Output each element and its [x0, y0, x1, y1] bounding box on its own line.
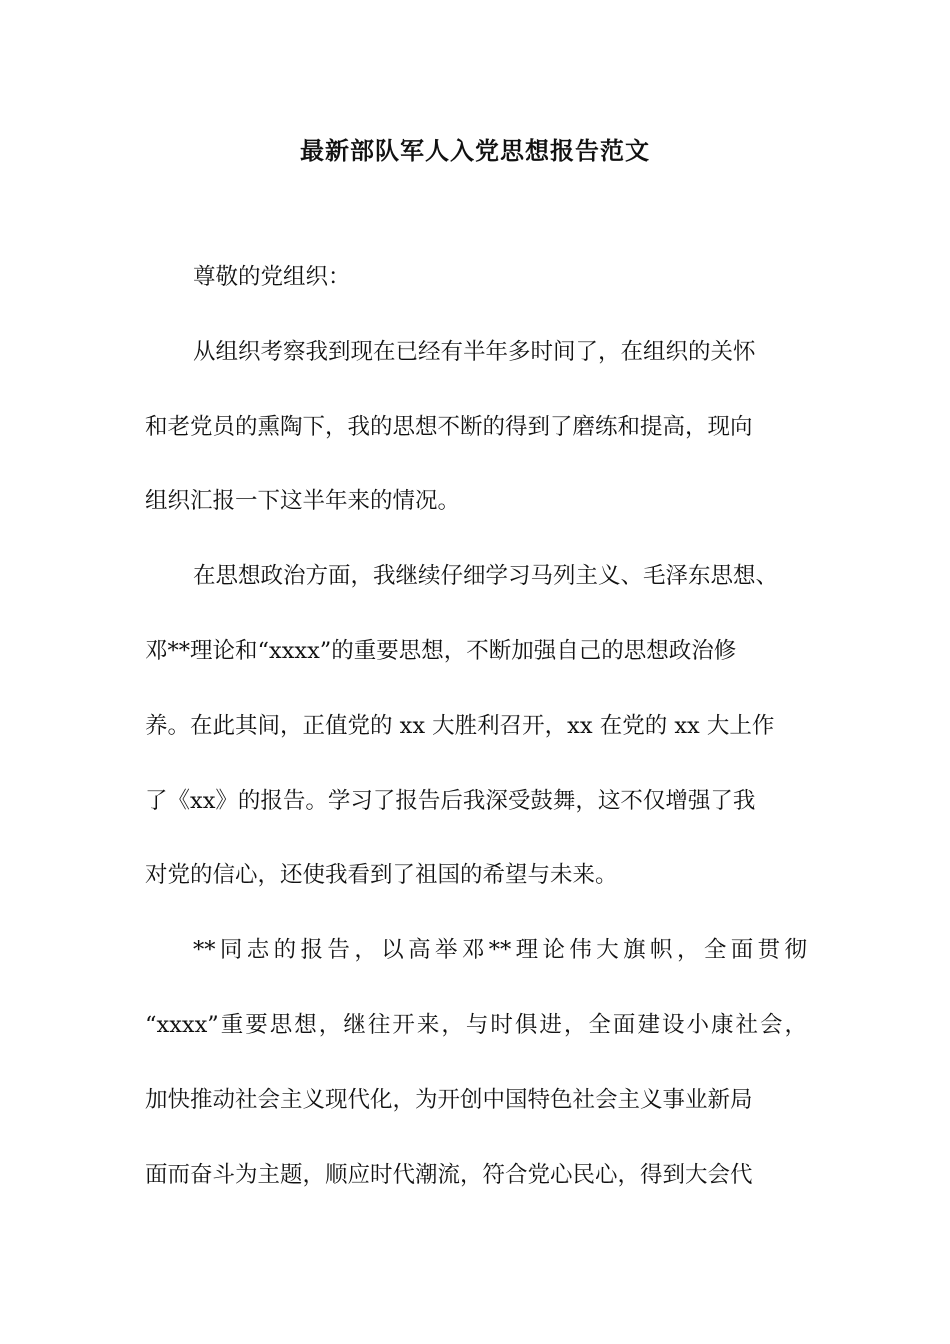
document-body [145, 255, 807, 1227]
paragraph-line: 邓**理论和“xxxx”的重要思想，不断加强自己的思想政治修 [145, 637, 737, 664]
paragraph-line: 在思想政治方面，我继续仔细学习马列主义、毛泽东思想、 [193, 563, 779, 590]
paragraph-line: 养。在此其间，正值党的 xx 大胜利召开，xx 在党的 xx 大上作 [145, 712, 775, 739]
paragraph-line: 组织汇报一下这半年来的情况。 [145, 488, 461, 515]
paragraph-line: 从组织考察我到现在已经有半年多时间了，在组织的关怀 [193, 338, 756, 365]
paragraph-line: 加快推动社会主义现代化，为开创中国特色社会主义事业新局 [145, 1086, 753, 1113]
paragraph-line: **同志的报告，以高举邓**理论伟大旗帜，全面贯彻 [193, 937, 807, 964]
salutation-line: 尊敬的党组织： [193, 264, 351, 290]
document-title: 最新部队军人入党思想报告范文 [300, 136, 650, 165]
paragraph-line: 面而奋斗为主题，顺应时代潮流，符合党心民心，得到大会代 [145, 1161, 753, 1188]
paragraph-line: 对党的信心，还使我看到了祖国的希望与未来。 [145, 862, 618, 889]
paragraph-line: “xxxx”重要思想，继往开来，与时俱进，全面建设小康社会， [145, 1011, 807, 1038]
paragraph-line: 和老党员的熏陶下，我的思想不断的得到了磨练和提高，现向 [145, 413, 753, 440]
paragraph-line: 了《xx》的报告。学习了报告后我深受鼓舞，这不仅增强了我 [145, 787, 756, 814]
